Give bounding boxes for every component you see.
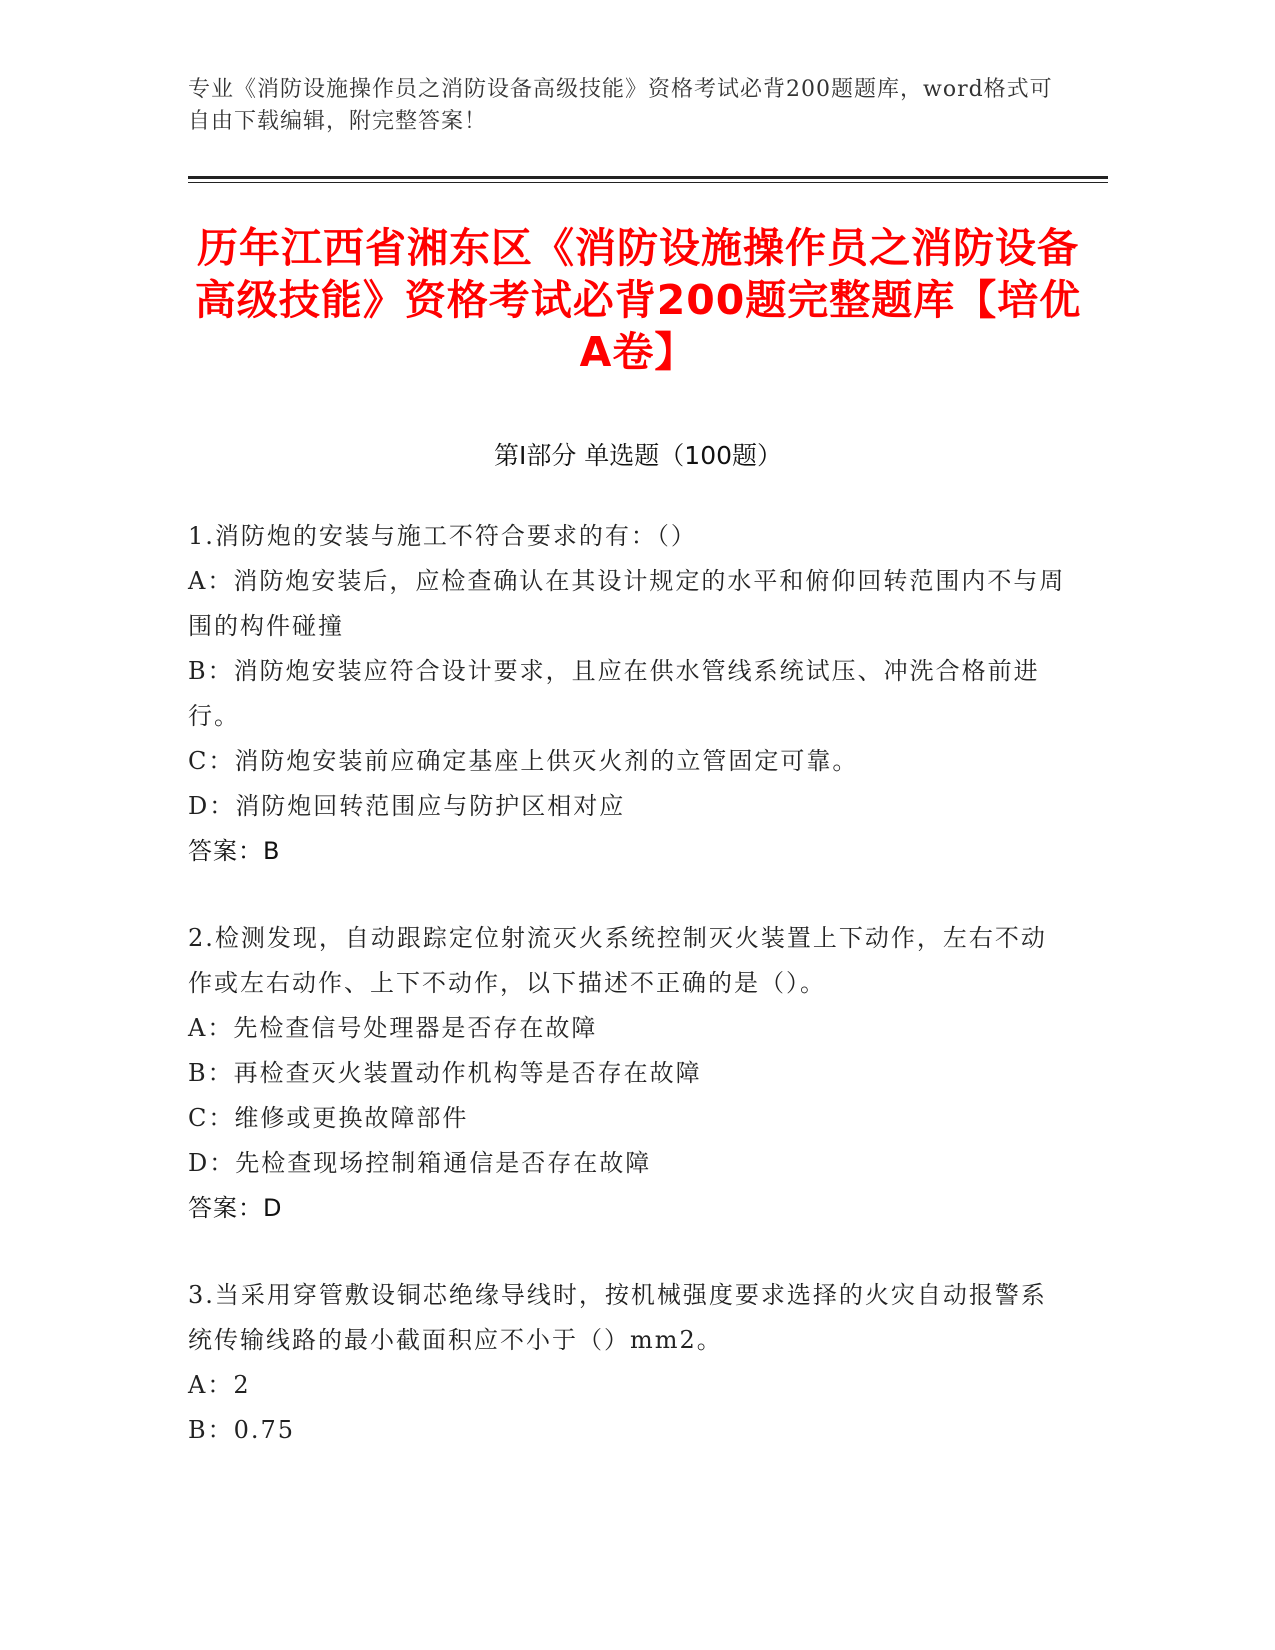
question-2	[188, 916, 1068, 1231]
question-1	[188, 514, 1068, 874]
question-list	[188, 514, 1068, 1495]
option-d: D：先检查现场控制箱通信是否存在故障	[188, 1149, 652, 1177]
question-stem: 3.当采用穿管敷设铜芯绝缘导线时，按机械强度要求选择的火灾自动报警系统传输线路的最小截面积应不小于（）mm2。	[188, 1281, 1047, 1354]
document-title: 历年江西省湘东区《消防设施操作员之消防设备高级技能》资格考试必背200题完整题库【培优A卷】	[194, 224, 1082, 376]
question-3	[188, 1273, 1068, 1453]
header-note: 专业《消防设施操作员之消防设备高级技能》资格考试必背200题题库，word格式可自由下载编辑，附完整答案！	[188, 77, 1053, 134]
option-b: B：0.75	[188, 1416, 296, 1444]
section-heading: 第I部分 单选题（100题）	[493, 441, 783, 470]
option-a: A：消防炮安装后，应检查确认在其设计规定的水平和俯仰回转范围内不与周围的构件碰撞	[188, 567, 1066, 640]
answer: 答案：B	[188, 837, 281, 865]
option-c: C：维修或更换故障部件	[188, 1104, 469, 1132]
option-b: B：消防炮安装应符合设计要求，且应在供水管线系统试压、冲洗合格前进行。	[188, 657, 1040, 730]
option-d: D：消防炮回转范围应与防护区相对应	[188, 792, 626, 820]
answer: 答案：D	[188, 1194, 283, 1222]
question-stem: 2.检测发现，自动跟踪定位射流灭火系统控制灭火装置上下动作，左右不动作或左右动作、上下不动作，以下描述不正确的是（）。	[188, 924, 1047, 997]
question-stem: 1.消防炮的安装与施工不符合要求的有：（）	[188, 522, 697, 550]
header-divider-thick	[188, 176, 1108, 179]
option-a: A：先检查信号处理器是否存在故障	[188, 1014, 598, 1042]
option-c: C：消防炮安装前应确定基座上供灭火剂的立管固定可靠。	[188, 747, 859, 775]
header-divider-thin	[188, 182, 1108, 183]
option-a: A：2	[188, 1371, 251, 1399]
option-b: B：再检查灭火装置动作机构等是否存在故障	[188, 1059, 702, 1087]
